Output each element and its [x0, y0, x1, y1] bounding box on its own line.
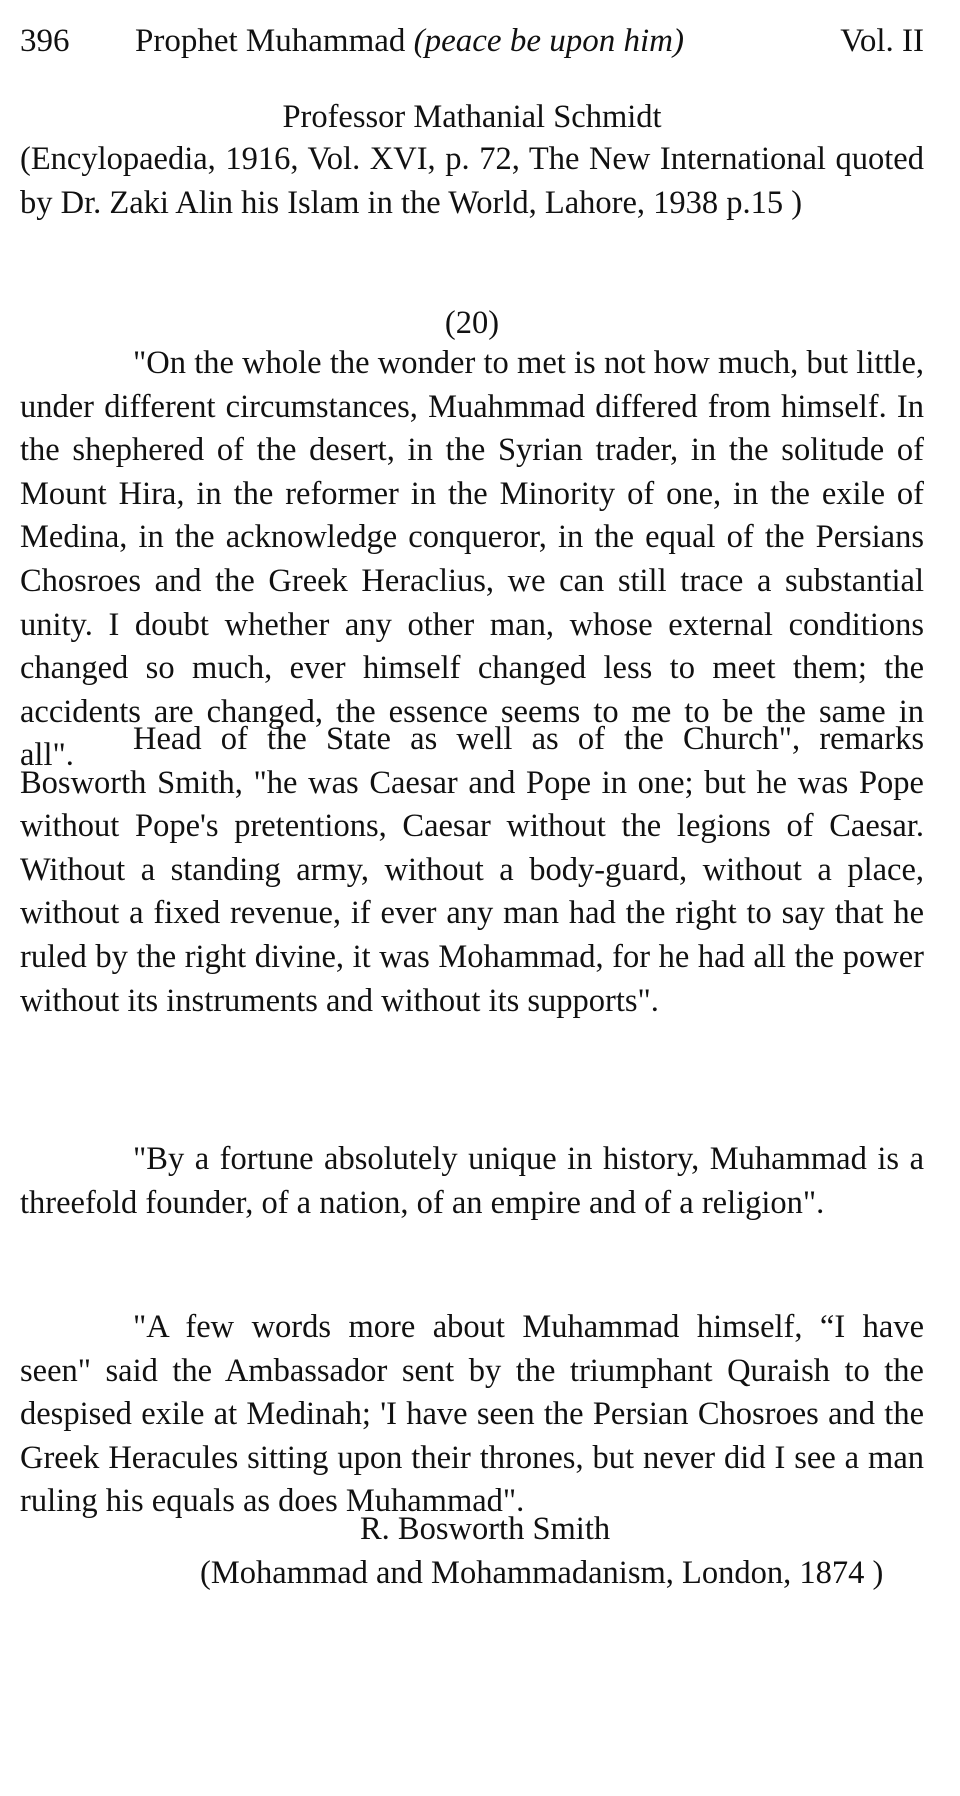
signature-author: R. Bosworth Smith [360, 1511, 611, 1547]
quote-paragraph: "A few words more about Muhammad himself, “I have seen" said the Ambassador sent by the triumphant Quraish to the despised exile at Medinah; 'I have seen the Persian Chosroes and the Greek Heracules sitting upon their thrones, but never did I see a man ruling his equals as does Muhammad". [20, 1309, 924, 1520]
quote-paragraph: "On the whole the wonder to met is not how much, but little, under different circumstances, Muahmmad differed from himself. In the shephered of the desert, in the Syrian trader, in the solitude of Mount Hira, in the reformer in the Minority of one, in the exile of Medina, in the acknowledge conqueror, in the equal of the Persians Chosroes and the Greek Heraclius, we can still trace a substantial unity. I doubt whether any other man, whose external conditions changed so much, ever himself changed less to meet them; the accidents are changed, the essence seems to me to be the same in all". [20, 345, 924, 774]
book-title-main: Prophet Muhammad [135, 23, 406, 59]
section-number: (20) [444, 305, 500, 341]
quote-paragraph: "By a fortune absolutely unique in history, Muhammad is a threefold founder, of a nation, of an empire and of a religion". [20, 1141, 924, 1221]
quote-paragraph: Head of the State as well as of the Church", remarks Bosworth Smith, "he was Caesar and Pope in one; but he was Pope without Pope's pretentions, Caesar without the legions of Caesar. Without a standing army, without a body-guard, without a place, without a fixed revenue, if ever any man had the right to say that he ruled by the right divine, it was Mohammad, for he had all the power without its instruments and without its supports". [20, 721, 924, 1019]
book-title-italic: (peace be upon him) [413, 23, 684, 59]
attribution-author: Professor Mathanial Schmidt [282, 99, 662, 135]
page-number: 396 [20, 23, 70, 59]
running-header [20, 16, 924, 66]
volume-label: Vol. II [840, 23, 924, 59]
signature-citation: (Mohammad and Mohammadanism, London, 1874 ) [200, 1555, 884, 1591]
book-title [135, 16, 684, 66]
attribution-citation: (Encylopaedia, 1916, Vol. XVI, p. 72, The New International quoted by Dr. Zaki Alin his Islam in the World, Lahore, 1938 p.15 ) [20, 141, 924, 221]
